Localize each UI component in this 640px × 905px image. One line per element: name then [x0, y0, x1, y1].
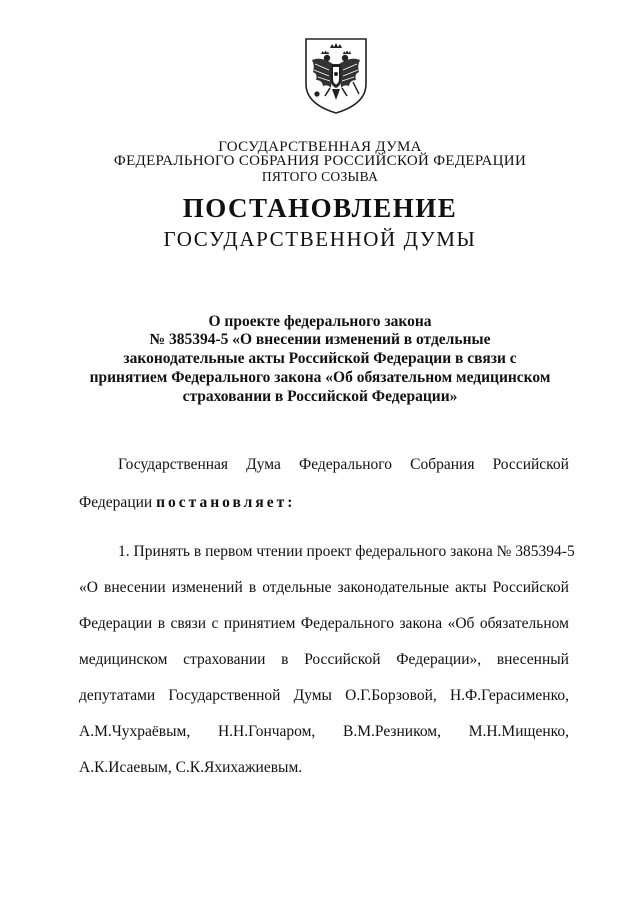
word: Федерального: [298, 456, 393, 473]
word: в: [248, 579, 257, 596]
item1-line: [79, 651, 569, 669]
header-assembly: ФЕДЕРАЛЬНОГО СОБРАНИЯ РОССИЙСКОЙ ФЕДЕРАЦИИ: [113, 153, 527, 169]
coat-of-arms-icon: [303, 36, 369, 116]
document-type-title: ПОСТАНОВЛЕНИЕ: [182, 193, 458, 223]
word: с: [211, 615, 219, 632]
item1-line: [118, 543, 575, 561]
item1-line: [79, 615, 569, 633]
subject-line: О проекте федерального закона: [208, 313, 432, 330]
word: депутатами: [79, 687, 156, 704]
subject-line: законодательные акты Российской Федерации в связи с: [123, 350, 517, 367]
item1-line: [79, 759, 569, 777]
word: В.М.Резником,: [343, 723, 441, 740]
word: Государственная: [118, 456, 229, 473]
word: в: [157, 615, 166, 632]
word: закона: [399, 615, 443, 632]
header-convocation: ПЯТОГО СОЗЫВА: [261, 169, 379, 184]
word: связи: [170, 615, 207, 632]
word: Федерации: [79, 494, 157, 511]
word: внесенный: [496, 651, 569, 668]
word: «Об: [447, 615, 475, 632]
word: Собрания: [410, 456, 475, 473]
word: Федерального: [300, 615, 394, 632]
word: в: [281, 651, 289, 668]
word: Федерации»,: [396, 651, 482, 668]
word: А.М.Чухраёвым,: [79, 723, 191, 740]
preamble-line: [79, 494, 569, 512]
item1-text: 1. Принять в первом чтении проект федерального закона № 385394-5: [118, 543, 575, 560]
subject-line: страховании в Российской Федерации»: [182, 388, 458, 405]
preamble-line: [118, 456, 569, 474]
word: отдельные: [262, 579, 332, 596]
word: Федерации: [79, 615, 153, 632]
word: принятием: [223, 615, 296, 632]
word: законодательные: [337, 579, 450, 596]
word: Н.Ф.Герасименко,: [449, 687, 569, 704]
word: акты: [455, 579, 487, 596]
word: Н.Н.Гончаром,: [217, 723, 316, 740]
header-chamber: ГОСУДАРСТВЕННАЯ ДУМА: [218, 139, 422, 155]
subject-line: № 385394-5 «О внесении изменений в отдельные: [149, 331, 491, 348]
word: Думы: [293, 687, 332, 704]
item1-line: [79, 579, 569, 597]
word: Российской: [492, 579, 569, 596]
word: М.Н.Мищенко,: [468, 723, 569, 740]
word: О.Г.Борзовой,: [345, 687, 437, 704]
resolves-verb: постановляет:: [156, 494, 296, 511]
word: обязательном: [479, 615, 569, 632]
item1-text: А.К.Исаевым, С.К.Яхихажиевым.: [79, 759, 303, 776]
word: Дума: [246, 456, 281, 473]
word: внесении: [104, 579, 166, 596]
document-issuer-title: ГОСУДАРСТВЕННОЙ ДУМЫ: [163, 227, 477, 251]
word: Российской: [304, 651, 381, 668]
subject-line: принятием Федерального закона «Об обязательном медицинском: [89, 369, 551, 386]
word: Российской: [492, 456, 569, 473]
word: медицинском: [79, 651, 168, 668]
item1-line: [79, 723, 569, 741]
word: изменений: [171, 579, 243, 596]
word: страховании: [183, 651, 266, 668]
item1-line: [79, 687, 569, 705]
word: Государственной: [168, 687, 281, 704]
word: «О: [79, 579, 98, 596]
